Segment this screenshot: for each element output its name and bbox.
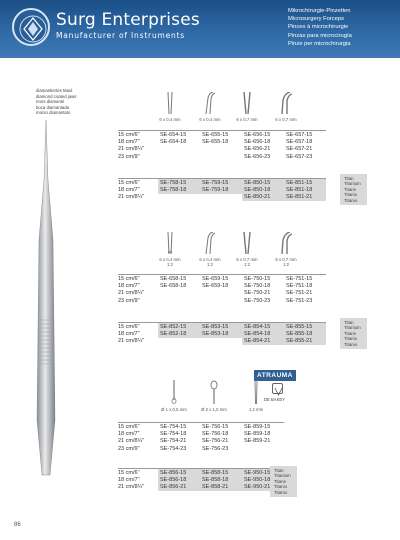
section1-titanium-table: [118, 178, 326, 201]
teeth-ratio: 1:2: [167, 262, 173, 267]
section3-material-box: [270, 466, 297, 497]
code-cell: [158, 290, 200, 298]
material-es: Titanio: [274, 484, 288, 490]
size-cell: 18 cm/7": [118, 186, 140, 193]
code-cell: SE-854-21: [242, 338, 284, 346]
code-cell: SE-853-18: [200, 330, 242, 338]
tip-straight-wide: [227, 92, 267, 122]
tip-size-label: 1,2 mm: [248, 407, 264, 412]
code-cell: SE-950-21: [242, 484, 284, 492]
table-row: [118, 430, 284, 438]
table-row: [118, 297, 326, 305]
title-it: Pinze per microchirurgia: [288, 40, 351, 47]
size-cell: 15 cm/6": [118, 131, 158, 139]
code-cell: SE-756-18: [202, 430, 229, 437]
section1-steel-table: [118, 130, 326, 161]
code-cell: SE-856-15: [158, 469, 200, 477]
code-cell: SE-851-18: [284, 186, 326, 194]
size-cell: 18 cm/7": [118, 476, 140, 483]
code-cell: SE-658-18: [160, 282, 187, 289]
code-cell: SE-654-15: [158, 131, 200, 139]
tip-size-label: Ø 1 x 0,5 mm: [161, 407, 187, 412]
title-en: Microsurgery Forceps: [288, 16, 345, 23]
code-cell: SE-858-18: [200, 476, 242, 484]
section2-titanium-table: [118, 322, 326, 345]
code-cell: SE-850-15: [242, 179, 284, 187]
note-it: morso diamantato: [36, 110, 71, 116]
size-cell: 21 cm/8¼": [118, 438, 145, 445]
tip-size-label: 6 x 0,4 mm: [199, 117, 221, 122]
code-cell: SE-659-18: [202, 282, 229, 289]
size-cell: 23 cm/9": [118, 446, 140, 453]
material-it: Titanio: [274, 489, 288, 495]
tip-de-bakey: [236, 380, 276, 412]
company-logo-icon: [12, 8, 50, 46]
size-cell: 23 cm/9": [118, 298, 140, 305]
material-fr: Titane: [344, 330, 357, 336]
material-it: Titanio: [344, 197, 358, 203]
size-cell: 21 cm/8¼": [118, 484, 145, 491]
tip-curved-fine: [190, 92, 230, 122]
size-cell: 18 cm/7": [118, 282, 140, 289]
de-bakey-label: DE BAKEY: [264, 397, 285, 402]
material-es: Titanio: [344, 336, 358, 342]
tip-size-label: 6 x 0,7 mm: [275, 257, 297, 262]
code-cell: SE-950-15: [242, 469, 284, 477]
size-cell: 15 cm/6": [118, 423, 158, 431]
size-cell: 21 cm/8¼": [118, 194, 145, 201]
code-cell: SE-853-15: [200, 323, 242, 331]
code-cell: SE-754-15: [158, 423, 200, 431]
note-en: diamond coated jaws: [36, 93, 77, 99]
code-cell: SE-751-15: [284, 275, 326, 283]
tip-curved-wide: [266, 92, 306, 122]
size-cell: 15 cm/6": [118, 469, 158, 477]
tip-curved-fine-teeth: [190, 232, 230, 267]
size-cell: 23 cm/9": [118, 154, 140, 161]
code-cell: SE-654-18: [160, 138, 187, 145]
code-cell: [158, 338, 200, 346]
code-cell: SE-658-15: [158, 275, 200, 283]
material-fr: Titane: [274, 478, 287, 484]
code-cell: SE-852-18: [158, 330, 200, 338]
code-cell: [200, 194, 242, 202]
code-cell: [200, 297, 242, 305]
code-cell: SE-855-21: [284, 338, 326, 346]
code-cell: SE-659-15: [200, 275, 242, 283]
code-cell: SE-751-23: [286, 298, 313, 305]
code-cell: SE-851-15: [284, 179, 326, 187]
table-row: [118, 131, 326, 139]
section3-steel-table: [118, 422, 284, 453]
code-cell: SE-751-21: [286, 290, 313, 297]
code-cell: [242, 445, 284, 453]
title-es: Pinzas para microcirugía: [288, 32, 352, 39]
code-cell: SE-754-18: [160, 430, 187, 437]
table-row: [118, 282, 326, 290]
code-cell: SE-858-21: [200, 484, 242, 492]
table-row: [118, 290, 326, 298]
size-cell: 21 cm/8¼": [118, 338, 145, 345]
tip-size-label: 6 x 0,7 mm: [236, 257, 258, 262]
size-cell: 15 cm/6": [118, 275, 158, 283]
material-en: Titanium: [344, 325, 361, 331]
table-row: [118, 330, 326, 338]
code-cell: SE-759-18: [200, 186, 242, 194]
title-de: Mikrochirurgie-Pinzetten: [288, 8, 351, 14]
code-cell: SE-855-18: [284, 330, 326, 338]
size-cell: 15 cm/6": [118, 179, 158, 187]
tip-size-label: 6 x 0,4 mm: [159, 117, 181, 122]
size-cell: 15 cm/6": [118, 323, 158, 331]
section2-steel-table: [118, 274, 326, 305]
code-cell: [200, 153, 242, 161]
code-cell: SE-750-21: [244, 290, 271, 297]
tip-straight-fine: [150, 92, 190, 122]
teeth-ratio: 1:2: [283, 262, 289, 267]
code-cell: SE-852-15: [158, 323, 200, 331]
code-cell: SE-751-18: [286, 282, 313, 289]
table-row: [118, 179, 326, 187]
table-row: [118, 423, 284, 431]
brand-tagline: Manufacturer of Instruments: [56, 31, 186, 40]
code-cell: [200, 146, 242, 154]
teeth-ratio: 1:2: [244, 262, 250, 267]
section2-material-box: [340, 318, 367, 349]
code-cell: SE-851-21: [284, 194, 326, 202]
title-fr: Pinces à microchirurgie: [288, 24, 349, 31]
code-cell: SE-758-15: [158, 179, 200, 187]
tip-straight-fine-teeth: [150, 232, 190, 267]
table-row: [118, 275, 326, 283]
code-cell: SE-855-15: [284, 323, 326, 331]
code-cell: SE-850-21: [242, 194, 284, 202]
page-number: 86: [14, 522, 21, 528]
table-row: [118, 146, 326, 154]
tip-size-label: 6 x 0,4 mm: [199, 257, 221, 262]
code-cell: SE-754-23: [160, 446, 187, 453]
size-cell: 21 cm/8¼": [118, 290, 145, 297]
material-it: Titanio: [344, 341, 358, 347]
code-cell: [158, 297, 200, 305]
material-de: Titan: [274, 468, 284, 473]
code-cell: SE-656-18: [244, 138, 271, 145]
table-row: [118, 484, 284, 492]
tip-curved-wide-teeth: [266, 232, 306, 267]
section1-material-box: [340, 174, 367, 205]
material-en: Titanium: [274, 473, 291, 479]
code-cell: SE-859-15: [242, 423, 284, 431]
code-cell: SE-750-23: [244, 298, 271, 305]
tip-ring-large: [194, 380, 234, 412]
code-cell: SE-759-15: [200, 179, 242, 187]
tip-size-label: Ø 2 x 1,0 mm: [201, 407, 227, 412]
code-cell: SE-656-15: [242, 131, 284, 139]
note-es: boca diamantada: [36, 104, 69, 110]
code-cell: SE-656-23: [244, 154, 271, 161]
material-es: Titanio: [344, 192, 358, 198]
code-cell: [200, 338, 242, 346]
note-de: diamantiertes Maul: [36, 88, 73, 93]
table-row: [118, 186, 326, 194]
code-cell: [158, 146, 200, 154]
material-fr: Titane: [344, 186, 357, 192]
table-row: [118, 476, 284, 484]
table-row: [118, 323, 326, 331]
code-cell: SE-657-23: [286, 154, 313, 161]
code-cell: SE-854-15: [242, 323, 284, 331]
code-cell: SE-657-18: [286, 138, 313, 145]
code-cell: SE-856-18: [158, 476, 200, 484]
brand-name: Surg Enterprises: [56, 10, 200, 30]
code-cell: SE-758-18: [158, 186, 200, 194]
tip-size-label: 6 x 0,7 mm: [236, 117, 258, 122]
table-row: [118, 438, 284, 446]
note-fr: mors diamanté: [36, 99, 65, 105]
title-languages: [288, 7, 388, 48]
code-cell: SE-859-21: [244, 438, 271, 445]
code-cell: SE-655-18: [202, 138, 229, 145]
tip-ring-small: [154, 380, 194, 412]
atrauma-label: ATRAUMA: [254, 370, 296, 381]
table-row: [118, 138, 326, 146]
teeth-ratio: 1:2: [207, 262, 213, 267]
size-cell: 18 cm/7": [118, 138, 140, 145]
tip-size-label: 6 x 0,4 mm: [159, 257, 181, 262]
code-cell: SE-656-21: [244, 146, 271, 153]
material-de: Titan: [344, 176, 354, 181]
code-cell: SE-756-23: [202, 446, 229, 453]
code-cell: [158, 153, 200, 161]
code-cell: SE-657-15: [284, 131, 326, 139]
tip-straight-wide-teeth: [227, 232, 267, 267]
size-cell: 18 cm/7": [118, 430, 140, 437]
material-de: Titan: [344, 320, 354, 325]
table-row: [118, 469, 284, 477]
table-row: [118, 445, 284, 453]
code-cell: SE-655-15: [200, 131, 242, 139]
header-banner: [0, 0, 400, 58]
code-cell: SE-854-18: [242, 330, 284, 338]
code-cell: SE-756-15: [200, 423, 242, 431]
size-cell: 18 cm/7": [118, 330, 140, 337]
material-en: Titanium: [344, 181, 361, 187]
code-cell: [200, 290, 242, 298]
code-cell: SE-856-21: [158, 484, 200, 492]
code-cell: SE-756-21: [202, 438, 229, 445]
code-cell: SE-850-18: [242, 186, 284, 194]
code-cell: SE-754-21: [160, 438, 187, 445]
tip-size-label: 6 x 0,7 mm: [275, 117, 297, 122]
code-cell: SE-950-18: [242, 476, 284, 484]
table-row: [118, 153, 326, 161]
code-cell: SE-859-18: [244, 430, 271, 437]
code-cell: SE-750-18: [244, 282, 271, 289]
section3-titanium-table: [118, 468, 284, 491]
code-cell: SE-657-21: [286, 146, 313, 153]
table-row: [118, 194, 326, 202]
code-cell: [158, 194, 200, 202]
table-row: [118, 338, 326, 346]
forceps-illustration: [26, 120, 66, 480]
size-cell: 21 cm/8¼": [118, 146, 145, 153]
code-cell: SE-858-15: [200, 469, 242, 477]
jaw-coating-notes: [36, 88, 116, 116]
code-cell: SE-750-15: [242, 275, 284, 283]
